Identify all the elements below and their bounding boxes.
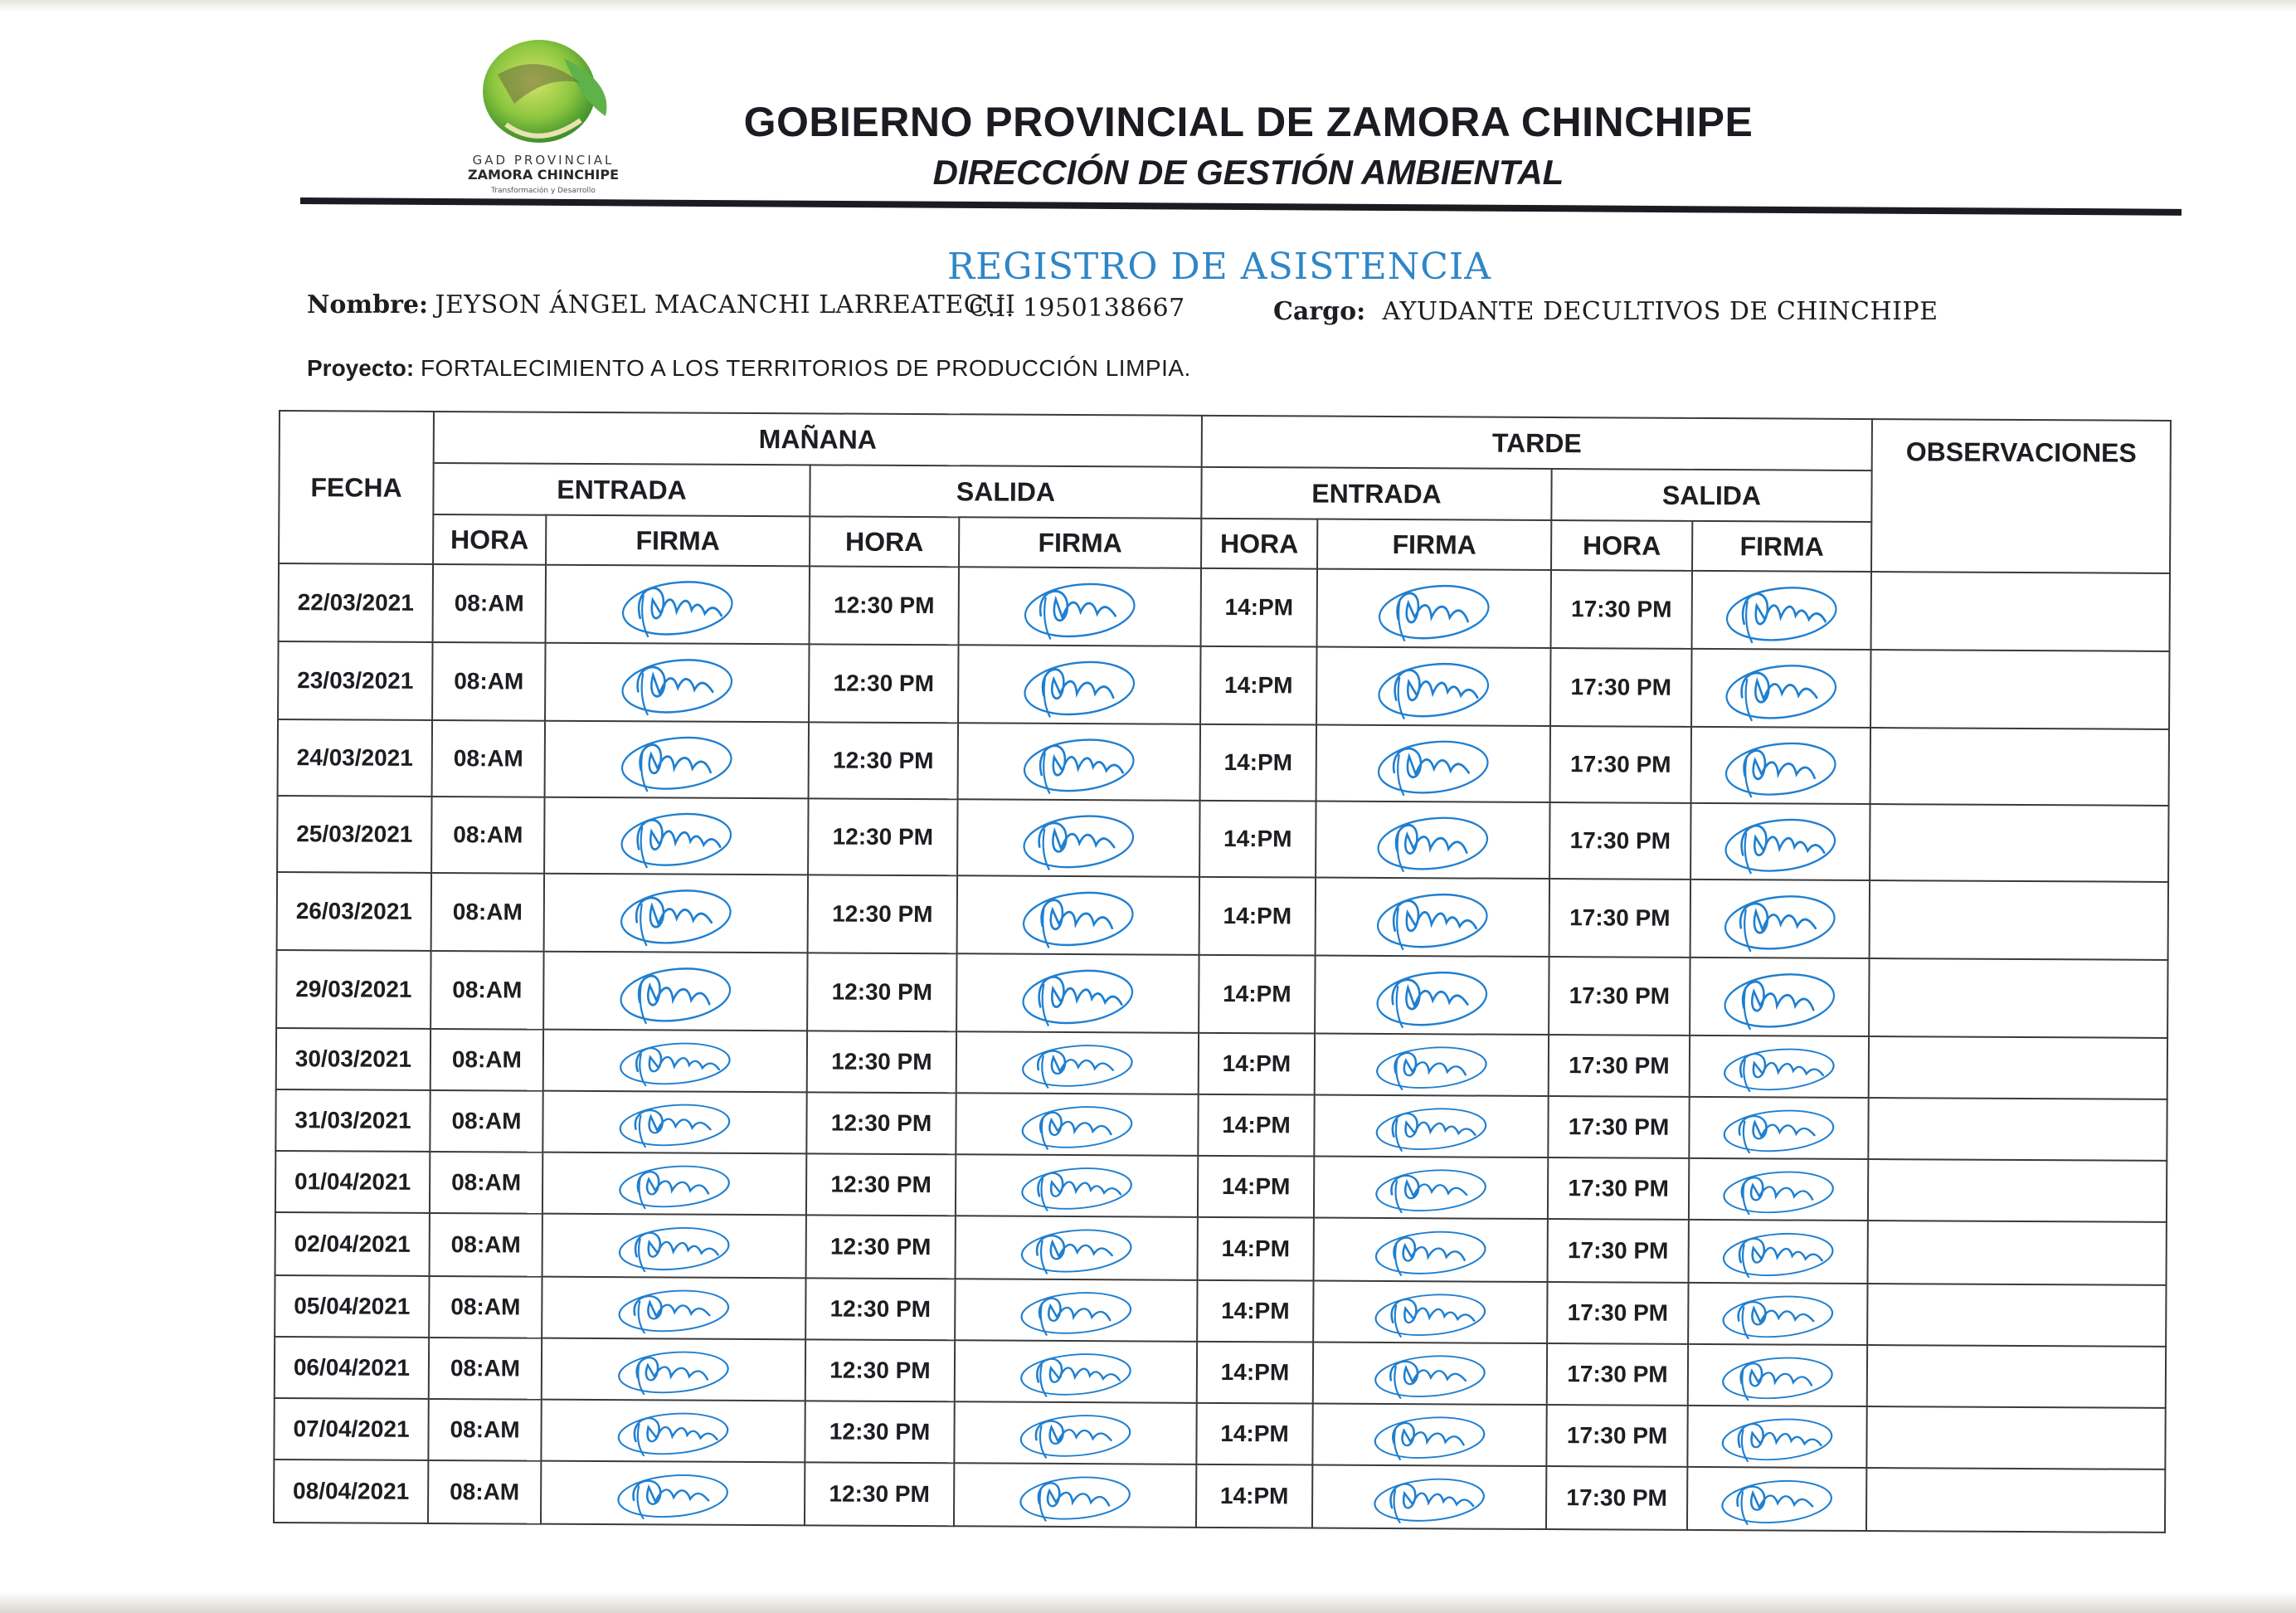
attendance-table <box>273 410 2172 1533</box>
time-cell: 08:AM <box>431 797 544 874</box>
time-cell: 08:AM <box>432 720 545 797</box>
time-cell: 17:30 PM <box>1550 726 1691 803</box>
signature-cell <box>542 1091 806 1154</box>
signature-mark <box>1372 572 1496 646</box>
name-label: Nombre: <box>307 290 429 319</box>
signature-mark <box>614 800 738 872</box>
ci-value: C.I. 1950138667 <box>969 294 1185 323</box>
time-cell: 12:30 PM <box>806 1092 956 1154</box>
header-tarde: TARDE <box>1202 416 1872 470</box>
time-cell: 17:30 PM <box>1551 570 1692 649</box>
time-cell: 14:PM <box>1199 955 1315 1034</box>
observations-cell <box>1866 1406 2165 1469</box>
time-cell: 08:AM <box>428 1399 541 1461</box>
signature-cell <box>954 1463 1196 1528</box>
signature-mark <box>1716 1161 1841 1218</box>
signature-mark <box>1368 1284 1492 1341</box>
signature-mark <box>1014 1096 1139 1153</box>
time-cell: 08:AM <box>432 642 545 721</box>
cargo-label: Cargo: <box>1273 297 1366 326</box>
signature-cell <box>1692 571 1872 650</box>
time-cell: 12:30 PM <box>808 798 957 875</box>
time-cell: 14:PM <box>1198 1217 1314 1281</box>
table-row <box>275 1275 2166 1347</box>
signature-cell <box>955 1279 1197 1342</box>
table-row <box>275 1337 2166 1408</box>
table-row <box>277 796 2168 882</box>
table-row <box>275 1089 2167 1161</box>
time-cell: 12:30 PM <box>805 1462 954 1526</box>
signature-cell <box>546 565 810 645</box>
project-value: FORTALECIMIENTO A LOS TERRITORIOS DE PRODUCCIÓN LIMPIA. <box>420 355 1191 381</box>
paper-edge <box>0 1591 2296 1613</box>
time-cell: 14:PM <box>1199 877 1316 956</box>
header-tarde-salida: SALIDA <box>1551 469 1871 522</box>
gad-logo <box>440 25 647 199</box>
signature-mark <box>1370 804 1495 876</box>
signature-cell <box>956 1031 1199 1094</box>
time-cell: 17:30 PM <box>1547 1343 1688 1406</box>
signature-cell <box>545 721 809 799</box>
header-manana-entrada: ENTRADA <box>433 463 810 516</box>
time-cell: 17:30 PM <box>1549 802 1690 880</box>
signature-mark <box>1717 1038 1841 1095</box>
observations-cell <box>1870 728 2169 806</box>
time-cell: 14:PM <box>1196 1464 1312 1528</box>
signature-cell <box>542 1277 805 1340</box>
signature-mark <box>1716 1222 1841 1281</box>
signature-cell <box>1315 956 1549 1035</box>
signature-cell <box>955 1340 1197 1403</box>
time-cell: 17:30 PM <box>1546 1405 1687 1467</box>
table-row <box>276 950 2168 1038</box>
signature-cell <box>542 1152 806 1216</box>
date-cell: 05/04/2021 <box>275 1275 429 1338</box>
time-cell: 12:30 PM <box>807 953 956 1031</box>
date-cell: 06/04/2021 <box>275 1337 429 1399</box>
time-cell: 08:AM <box>431 873 544 952</box>
header-hora: HORA <box>810 516 959 567</box>
observations-cell <box>1870 880 2168 960</box>
signature-mark <box>612 1094 737 1151</box>
signature-cell <box>1687 1467 1866 1531</box>
time-cell: 14:PM <box>1199 1033 1315 1095</box>
header-fecha: FECHA <box>279 411 434 564</box>
ci-field <box>969 294 1185 323</box>
signature-mark <box>1014 1343 1138 1401</box>
signature-cell <box>1690 958 1870 1036</box>
observations-cell <box>1870 804 2168 882</box>
header-hora: HORA <box>433 514 546 565</box>
attendance-rows <box>274 563 2170 1533</box>
signature-mark <box>1369 1098 1493 1155</box>
signature-cell <box>1690 1036 1869 1098</box>
time-cell: 08:AM <box>430 1090 542 1152</box>
observations-cell <box>1867 1284 2166 1347</box>
time-cell: 14:PM <box>1200 646 1316 725</box>
time-cell: 12:30 PM <box>810 566 959 645</box>
time-cell: 17:30 PM <box>1549 1035 1690 1097</box>
time-cell: 14:PM <box>1198 1094 1314 1157</box>
signature-mark <box>610 1402 735 1459</box>
table-row <box>274 1398 2165 1469</box>
signature-cell <box>1690 803 1870 880</box>
time-cell: 12:30 PM <box>805 1339 955 1401</box>
time-cell: 12:30 PM <box>805 1401 954 1463</box>
time-cell: 12:30 PM <box>808 875 957 953</box>
date-cell: 30/03/2021 <box>276 1028 430 1090</box>
signature-mark <box>1718 806 1842 878</box>
date-cell: 24/03/2021 <box>278 719 432 797</box>
header-tarde-entrada: ENTRADA <box>1201 467 1551 520</box>
signature-cell <box>958 723 1200 801</box>
signature-mark <box>615 724 739 796</box>
date-cell: 02/04/2021 <box>275 1212 430 1276</box>
date-cell: 26/03/2021 <box>277 872 431 951</box>
project-field <box>307 355 1191 382</box>
signature-mark <box>1017 648 1141 722</box>
date-cell: 23/03/2021 <box>278 641 432 720</box>
paper-edge <box>0 0 2296 12</box>
time-cell: 14:PM <box>1198 1156 1314 1218</box>
time-cell: 17:30 PM <box>1548 1096 1689 1158</box>
signature-mark <box>1715 1408 1839 1465</box>
signature-mark <box>1369 1159 1493 1216</box>
signature-cell <box>1690 880 1870 958</box>
signature-cell <box>956 1093 1198 1156</box>
project-label: Proyecto: <box>307 355 415 381</box>
table-row <box>275 1212 2167 1285</box>
signature-cell <box>545 643 809 723</box>
header-hora: HORA <box>1551 520 1692 571</box>
observations-cell <box>1869 1036 2167 1099</box>
time-cell: 17:30 PM <box>1550 648 1691 727</box>
observations-cell <box>1868 1098 2167 1161</box>
logo-line-2: ZAMORA CHINCHIPE <box>468 167 619 183</box>
signature-cell <box>956 1216 1198 1280</box>
signature-cell <box>957 875 1200 955</box>
date-cell: 07/04/2021 <box>274 1398 428 1460</box>
signature-cell <box>1314 1218 1548 1282</box>
signature-cell <box>544 797 808 875</box>
signature-mark <box>1720 573 1844 647</box>
signature-mark <box>614 876 738 950</box>
signature-mark <box>613 1032 737 1089</box>
signature-mark <box>615 646 739 719</box>
time-cell: 12:30 PM <box>806 1153 956 1216</box>
signature-cell <box>1689 1097 1868 1159</box>
logo-line-1: GAD PROVINCIAL <box>472 153 615 168</box>
time-cell: 17:30 PM <box>1548 1157 1689 1220</box>
time-cell: 14:PM <box>1201 568 1317 647</box>
time-cell: 17:30 PM <box>1548 1219 1689 1283</box>
signature-cell <box>958 645 1201 724</box>
time-cell: 17:30 PM <box>1547 1282 1688 1344</box>
signature-cell <box>1316 802 1549 879</box>
time-cell: 12:30 PM <box>805 1278 955 1340</box>
signature-cell <box>1691 727 1871 804</box>
observations-cell <box>1868 1159 2167 1222</box>
signature-mark <box>1369 958 1494 1032</box>
signature-mark <box>1014 1157 1139 1215</box>
signature-mark <box>1367 1468 1491 1527</box>
signature-mark <box>612 1155 737 1212</box>
observations-cell <box>1870 650 2169 729</box>
signature-cell <box>1314 1157 1548 1219</box>
signature-cell <box>957 799 1199 877</box>
signature-cell <box>1315 1034 1549 1096</box>
time-cell: 08:AM <box>429 1276 542 1338</box>
signature-cell <box>1316 878 1549 957</box>
cargo-field <box>1273 297 1938 326</box>
signature-mark <box>1016 879 1141 953</box>
signature-cell <box>541 1461 805 1526</box>
signature-mark <box>1014 1282 1138 1339</box>
time-cell: 08:AM <box>430 1152 542 1214</box>
signature-cell <box>1314 1095 1548 1157</box>
attendance-sheet <box>273 410 2170 1532</box>
time-cell: 08:AM <box>430 1029 543 1091</box>
signature-mark <box>1018 570 1142 644</box>
observations-cell <box>1868 1221 2167 1285</box>
table-row <box>279 563 2171 651</box>
signature-mark <box>1718 882 1842 956</box>
date-cell: 29/03/2021 <box>276 950 430 1029</box>
signature-cell <box>1316 647 1550 726</box>
signature-cell <box>1691 649 1871 728</box>
signature-cell <box>959 567 1202 646</box>
signature-mark <box>610 1464 735 1523</box>
signature-cell <box>956 1154 1198 1217</box>
date-cell: 01/04/2021 <box>275 1151 430 1213</box>
date-cell: 31/03/2021 <box>275 1089 430 1152</box>
header-firma: FIRMA <box>959 517 1201 568</box>
signature-mark <box>1371 650 1496 724</box>
signature-mark <box>1017 726 1141 798</box>
signature-mark <box>1013 1405 1137 1462</box>
header-firma: FIRMA <box>1317 519 1551 570</box>
signature-cell <box>1688 1283 1867 1345</box>
signature-mark <box>1015 957 1140 1031</box>
table-row <box>274 1459 2165 1533</box>
name-field <box>307 290 1015 319</box>
date-cell: 08/04/2021 <box>274 1459 428 1523</box>
header-hora: HORA <box>1201 519 1317 569</box>
signature-cell <box>1312 1404 1546 1466</box>
time-cell: 14:PM <box>1197 1342 1313 1404</box>
signature-cell <box>542 1214 806 1279</box>
signature-mark <box>1371 728 1496 800</box>
signature-cell <box>1312 1465 1546 1529</box>
time-cell: 12:30 PM <box>809 722 958 799</box>
signature-mark <box>1013 1466 1137 1525</box>
table-row <box>275 1151 2167 1222</box>
signature-mark <box>1367 1406 1491 1464</box>
header-divider <box>300 197 2182 216</box>
signature-mark <box>1715 1469 1839 1528</box>
signature-cell <box>1688 1344 1867 1406</box>
form-title: REGISTRO DE ASISTENCIA <box>946 246 1492 288</box>
signature-cell <box>956 953 1199 1033</box>
signature-mark <box>1015 1035 1140 1092</box>
signature-mark <box>613 954 737 1028</box>
signature-mark <box>1719 651 1843 725</box>
name-value: JEYSON ÁNGEL MACANCHI LARREATEGUI <box>435 290 1016 319</box>
time-cell: 08:AM <box>428 1460 541 1524</box>
table-row <box>278 641 2170 729</box>
signature-mark <box>1016 802 1141 875</box>
signature-cell <box>544 874 808 953</box>
signature-mark <box>1715 1285 1840 1343</box>
signature-mark <box>1369 1036 1494 1094</box>
signature-cell <box>1689 1220 1868 1284</box>
header-manana: MAÑANA <box>434 412 1202 467</box>
time-cell: 08:AM <box>429 1338 542 1400</box>
signature-mark <box>1715 1347 1840 1404</box>
signature-mark <box>1719 729 1843 802</box>
signature-cell <box>543 1030 807 1093</box>
time-cell: 08:AM <box>433 564 546 643</box>
signature-mark <box>612 1216 737 1275</box>
signature-cell <box>954 1401 1196 1464</box>
table-row <box>276 1028 2167 1099</box>
time-cell: 14:PM <box>1196 1403 1312 1465</box>
signature-cell <box>1687 1406 1866 1468</box>
signature-mark <box>1716 1099 1841 1157</box>
signature-mark <box>615 568 740 641</box>
signature-mark <box>1370 880 1495 954</box>
signature-cell <box>1689 1158 1868 1221</box>
logo-line-3: Transformación y Desarrollo <box>491 187 596 195</box>
header-observaciones: OBSERVACIONES <box>1871 419 2171 573</box>
time-cell: 14:PM <box>1199 801 1316 878</box>
observations-cell <box>1869 958 2167 1038</box>
signature-cell <box>543 952 807 1031</box>
signature-mark <box>611 1341 736 1398</box>
table-row <box>277 872 2169 960</box>
table-row <box>278 719 2169 806</box>
signature-cell <box>1313 1281 1547 1343</box>
header-firma: FIRMA <box>546 515 810 567</box>
time-cell: 17:30 PM <box>1549 879 1690 958</box>
cargo-value: AYUDANTE DECULTIVOS DE CHINCHIPE <box>1382 297 1938 326</box>
signature-mark <box>1014 1219 1139 1278</box>
header-firma: FIRMA <box>1692 521 1871 572</box>
header-manana-salida: SALIDA <box>810 465 1201 518</box>
signature-mark <box>1369 1221 1493 1279</box>
observations-cell <box>1871 572 2170 651</box>
signature-mark <box>1368 1345 1492 1402</box>
time-cell: 17:30 PM <box>1549 957 1690 1036</box>
time-cell: 12:30 PM <box>806 1215 956 1279</box>
observations-cell <box>1866 1468 2165 1533</box>
time-cell: 17:30 PM <box>1546 1466 1687 1530</box>
time-cell: 12:30 PM <box>807 1031 956 1093</box>
signature-cell <box>542 1338 805 1401</box>
time-cell: 12:30 PM <box>809 644 958 723</box>
time-cell: 14:PM <box>1197 1280 1313 1343</box>
date-cell: 25/03/2021 <box>277 796 431 873</box>
observations-cell <box>1867 1345 2166 1408</box>
organization-subtitle: DIRECCIÓN DE GESTIÓN AMBIENTAL <box>932 153 1564 192</box>
signature-cell <box>1317 569 1551 648</box>
organization-title: GOBIERNO PROVINCIAL DE ZAMORA CHINCHIPE <box>743 99 1754 145</box>
signature-cell <box>541 1400 805 1463</box>
signature-cell <box>1313 1343 1547 1405</box>
signature-cell <box>1316 725 1550 802</box>
date-cell: 22/03/2021 <box>279 563 433 642</box>
signature-mark <box>1717 960 1841 1034</box>
time-cell: 08:AM <box>430 1213 542 1277</box>
time-cell: 08:AM <box>430 951 543 1030</box>
time-cell: 14:PM <box>1200 724 1316 802</box>
signature-mark <box>611 1279 736 1337</box>
